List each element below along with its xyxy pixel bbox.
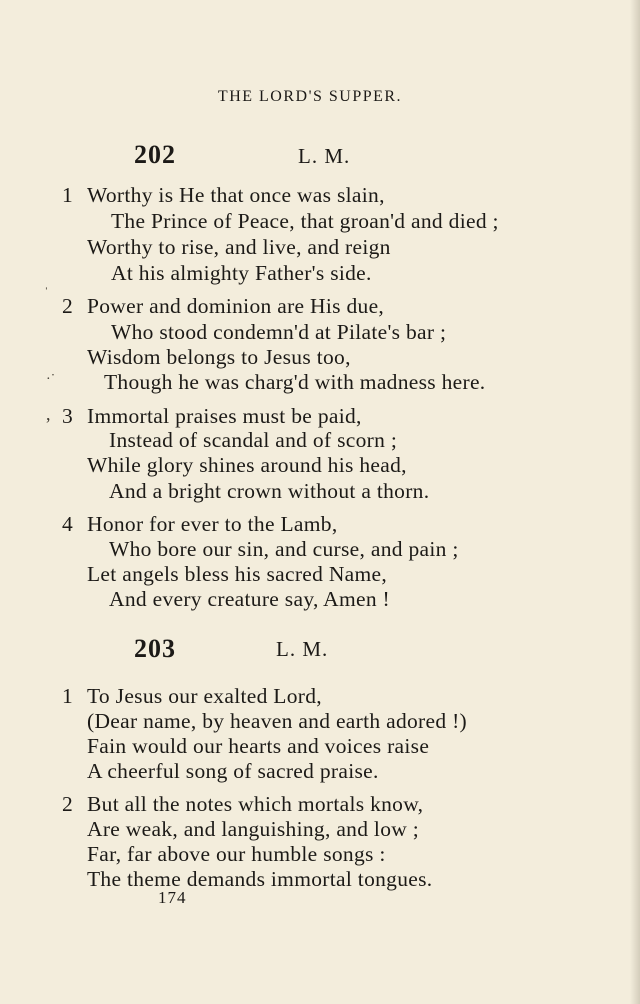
hymn-202-verse-4-number: 4 — [62, 512, 73, 536]
page-number: 174 — [158, 888, 187, 907]
page-edge-shadow — [630, 0, 640, 1004]
running-head: THE LORD'S SUPPER. — [217, 88, 403, 105]
hymn-202-verse-1-line-4: At his almighty Father's side. — [111, 261, 372, 285]
hymn-203-verse-2-line-3: Far, far above our humble songs : — [87, 842, 386, 866]
hymn-202-verse-2-line-2: Who stood condemn'd at Pilate's bar ; — [111, 320, 447, 344]
hymn-203-meter: L. M. — [276, 637, 329, 661]
hymn-203-verse-1-line-4: A cheerful song of sacred praise. — [87, 759, 379, 783]
hymn-202-verse-3-number: 3 — [62, 404, 73, 428]
hymn-203-verse-1-number: 1 — [62, 684, 73, 708]
hymn-202-meter: L. M. — [298, 144, 351, 168]
hymn-202-verse-1-line-2: The Prince of Peace, that groan'd and died ; — [111, 209, 499, 233]
hymn-202-verse-3-line-1: Immortal praises must be paid, — [87, 404, 362, 428]
hymn-202-verse-2-line-4: Though he was charg'd with madness here. — [104, 370, 486, 394]
hymn-202-verse-4-line-3: Let angels bless his sacred Name, — [87, 562, 388, 586]
hymn-202-verse-4-line-4: And every creature say, Amen ! — [109, 587, 391, 611]
hymn-202-verse-4-line-2: Who bore our sin, and curse, and pain ; — [109, 537, 459, 561]
hymn-202-verse-4-line-1: Honor for ever to the Lamb, — [87, 512, 338, 536]
hymn-202-verse-1-number: 1 — [62, 183, 73, 207]
hymn-203-verse-2-line-4: The theme demands immortal tongues. — [87, 867, 433, 891]
hymn-203-verse-2-line-1: But all the notes which mortals know, — [87, 792, 424, 816]
hymn-202-verse-3-line-2: Instead of scandal and of scorn ; — [109, 428, 398, 452]
scan-speck: ˈ — [44, 286, 49, 301]
hymn-202-verse-3-line-3: While glory shines around his head, — [87, 453, 407, 477]
hymn-number-203: 203 — [134, 634, 176, 663]
hymn-203-verse-1-line-1: To Jesus our exalted Lord, — [87, 684, 322, 708]
hymn-202-verse-1-line-3: Worthy to rise, and live, and reign — [87, 235, 391, 259]
hymn-203-verse-2-line-2: Are weak, and languishing, and low ; — [87, 817, 420, 841]
hymn-203-verse-2-number: 2 — [62, 792, 73, 816]
scan-speck: , — [46, 404, 51, 424]
hymn-202-verse-3-line-4: And a bright crown without a thorn. — [109, 479, 430, 503]
hymn-202-verse-2-line-1: Power and dominion are His due, — [87, 294, 385, 318]
hymn-203-verse-1-line-3: Fain would our hearts and voices raise — [87, 734, 430, 758]
scan-speck: ·˙ — [46, 372, 56, 387]
hymn-202-verse-2-line-3: Wisdom belongs to Jesus too, — [87, 345, 351, 369]
hymn-203-verse-1-line-2: (Dear name, by heaven and earth adored !) — [87, 709, 467, 733]
hymn-202-verse-2-number: 2 — [62, 294, 73, 318]
hymn-202-verse-1-line-1: Worthy is He that once was slain, — [87, 183, 385, 207]
hymn-number-202: 202 — [134, 140, 176, 169]
